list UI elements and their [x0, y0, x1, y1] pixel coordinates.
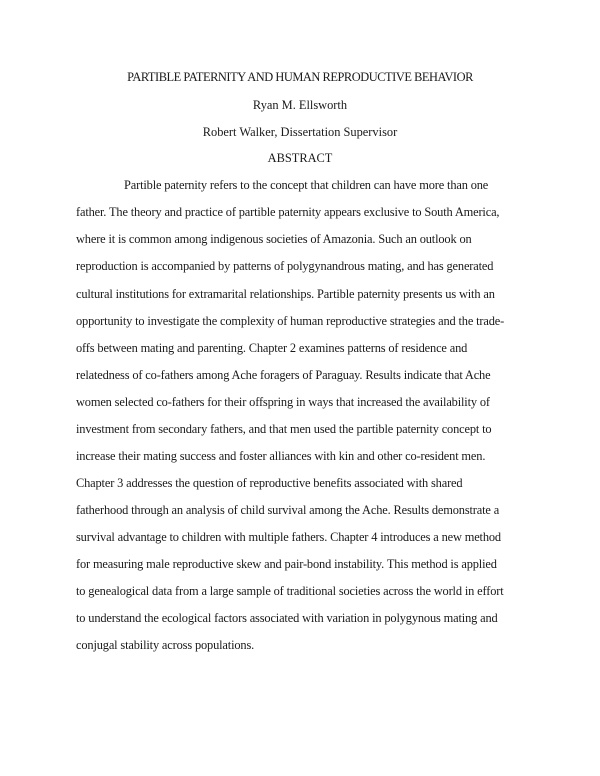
abstract-line: for measuring male reproductive skew and pair-bond instability. This method is applied	[76, 557, 497, 571]
abstract-line: reproduction is accompanied by patterns of polygynandrous mating, and has generated	[76, 259, 494, 273]
abstract-line: Partible paternity refers to the concept that children can have more than one	[124, 178, 489, 192]
abstract-line: cultural institutions for extramarital relationships. Partible paternity presents us with an	[76, 287, 495, 301]
abstract-line: increase their mating success and foster alliances with kin and other co-resident men.	[76, 449, 486, 463]
abstract-line: survival advantage to children with multiple fathers. Chapter 4 introduces a new method	[76, 530, 501, 544]
abstract-line: conjugal stability across populations.	[76, 638, 255, 652]
abstract-line: to understand the ecological factors associated with variation in polygynous mating and	[76, 611, 498, 625]
abstract-line: where it is common among indigenous societies of Amazonia. Such an outlook on	[76, 232, 472, 246]
abstract-line: offs between mating and parenting. Chapter 2 examines patterns of residence and	[76, 341, 468, 355]
abstract-line: father. The theory and practice of partible paternity appears exclusive to South America,	[76, 205, 500, 219]
abstract-heading: ABSTRACT	[267, 151, 333, 165]
abstract-line: Chapter 3 addresses the question of reproductive benefits associated with shared	[76, 476, 463, 490]
abstract-line: women selected co-fathers for their offspring in ways that increased the availability of	[76, 395, 490, 409]
abstract-line: to genealogical data from a large sample of traditional societies across the world in effort	[76, 584, 504, 598]
supervisor-line: Robert Walker, Dissertation Supervisor	[202, 125, 398, 139]
abstract-line: relatedness of co-fathers among Ache foragers of Paraguay. Results indicate that Ache	[76, 368, 491, 382]
document-title: PARTIBLE PATERNITY AND HUMAN REPRODUCTIVE BEHAVIOR	[127, 70, 473, 84]
abstract-line: fatherhood through an analysis of child survival among the Ache. Results demonstrate a	[76, 503, 500, 517]
abstract-line: investment from secondary fathers, and that men used the partible paternity concept to	[76, 422, 492, 436]
abstract-line: opportunity to investigate the complexity of human reproductive strategies and the trade-	[76, 314, 505, 328]
author-name: Ryan M. Ellsworth	[252, 98, 348, 112]
